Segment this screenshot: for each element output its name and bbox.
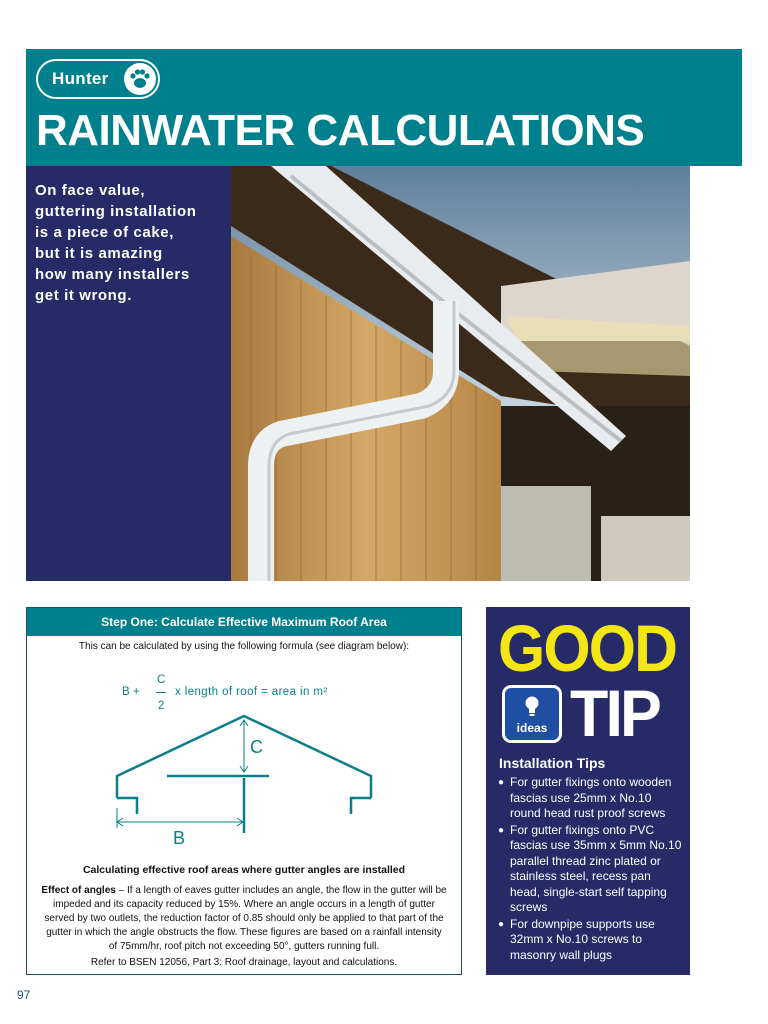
intro-panel	[26, 166, 231, 581]
ideas-label: ideas	[516, 721, 548, 735]
calc-subhead: Calculating effective roof areas where gutter angles are installed	[82, 864, 406, 876]
roof-area-calculation-box	[26, 607, 462, 975]
calc-header: Step One: Calculate Effective Maximum Roof Area	[27, 608, 461, 636]
formula-b: B +	[122, 686, 140, 698]
ideas-badge	[502, 685, 562, 743]
bullet-icon: ●	[498, 777, 505, 788]
paw-icon	[124, 63, 156, 95]
body-text: – If a length of eaves gutter includes an angle, the flow in the gutter will be impeded and its capacity reduced by 15%. Where an angle occurs in a length of gutter served by two outlets, the reduction factor of 0.85 should only be applied to that part of the gutter in which the angle obstructs the flow. These figures are based on a rainfall intensity of 75mm/hr, roof pitch not exceeding 50°, gutters running full.	[44, 885, 447, 952]
calc-body	[41, 884, 447, 954]
intro-line: but it is amazing	[35, 245, 163, 262]
good-heading: GOOD	[498, 611, 677, 685]
page-header	[26, 49, 742, 166]
intro-text	[35, 180, 223, 306]
tip-heading: TIP	[570, 676, 660, 750]
intro-line: guttering installation	[35, 203, 197, 220]
intro-line: how many installers	[35, 266, 190, 283]
roof-diagram	[109, 708, 379, 858]
hunter-logo	[36, 59, 160, 99]
gutter-photo	[231, 166, 690, 581]
diagram-label-b: B	[173, 828, 186, 848]
formula-divisor: 2	[158, 700, 165, 712]
list-item	[498, 823, 684, 916]
tips-list	[498, 775, 684, 964]
body-lead: Effect of angles	[41, 885, 116, 896]
logo-text: Hunter	[52, 69, 109, 88]
bullet-icon: ●	[498, 824, 505, 836]
intro-line: On face value,	[35, 182, 146, 199]
list-item	[498, 917, 684, 964]
lightbulb-icon	[524, 696, 540, 718]
page-title: RAINWATER CALCULATIONS	[36, 106, 645, 155]
good-tip-panel	[486, 607, 690, 975]
intro-line: get it wrong.	[35, 287, 132, 304]
list-item	[498, 775, 684, 822]
tip-text: For downpipe supports use 32mm x No.10 screws to masonry wall plugs	[510, 916, 655, 962]
fraction-bar	[156, 692, 166, 693]
tip-text: For gutter fixings onto PVC fascias use 35mm x 5mm No.10 parallel thread zinc plated or stainless steel, recess pan head, single-start self tapping screws	[510, 822, 682, 914]
page-number: 97	[17, 988, 31, 1002]
formula-rest: x length of roof = area in m²	[175, 686, 328, 698]
tip-text: For gutter fixings onto wooden fascias use 25mm x No.10 round head rust proof screws	[510, 775, 672, 820]
calc-intro: This can be calculated by using the following formula (see diagram below):	[78, 641, 410, 652]
calc-reference: Refer to BSEN 12056, Part 3: Roof drainage, layout and calculations.	[90, 957, 398, 968]
formula-c: C	[157, 674, 166, 686]
bullet-icon: ●	[498, 918, 505, 930]
installation-tips-title: Installation Tips	[499, 755, 606, 771]
intro-line: is a piece of cake,	[35, 224, 174, 241]
diagram-label-c: C	[250, 737, 263, 757]
